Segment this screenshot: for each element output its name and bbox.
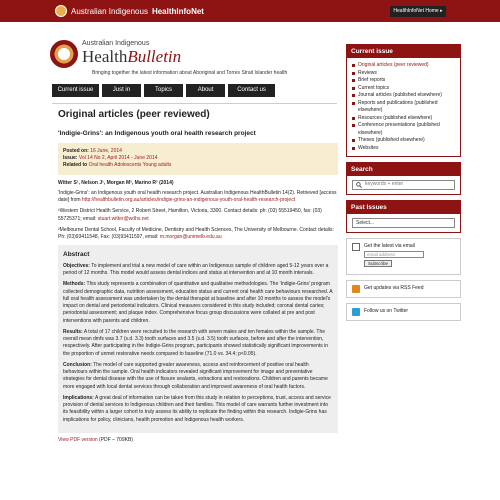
objectives-label: Objectives: xyxy=(63,262,90,269)
subscribe-text: Get the latest via email xyxy=(364,243,415,249)
current-issue-item[interactable]: Websites xyxy=(352,145,455,153)
twitter-text[interactable]: Follow us on Twitter xyxy=(364,308,409,314)
implications-text: A great deal of information can be taken from this study in relation to perceptions, trust, access and service provision of dental services to Indigenous children and their families. This model of care warrants further investment into its feasibility within a larger cohort to truly assess its ability to replicate the finding within this research. Indigie-Grins has implications for policy, clinicians, health promotion and Indigenous health workers. xyxy=(63,394,331,423)
current-issue-item[interactable]: Conference presentations (published elsewhere) xyxy=(352,122,455,137)
abstract-implications xyxy=(63,395,333,424)
article-title: 'Indigie-Grins': an Indigenous youth oral health research project xyxy=(58,129,256,137)
pdf-link[interactable]: View PDF version xyxy=(58,436,98,443)
nav-topics[interactable]: Topics xyxy=(144,84,183,97)
abstract-title: Abstract xyxy=(63,251,90,259)
current-issue-list xyxy=(352,62,455,152)
rss-box[interactable] xyxy=(346,280,461,298)
email-icon xyxy=(352,243,360,251)
related-links[interactable]: Oral health Adolescents Young adults xyxy=(88,162,172,169)
abstract-results xyxy=(63,329,333,358)
sidebar xyxy=(346,44,461,326)
affiliation-1 xyxy=(58,208,338,223)
bulletin-logo-icon[interactable] xyxy=(50,40,78,68)
current-issue-item[interactable]: Reviews xyxy=(352,70,455,78)
abstract-methods xyxy=(63,281,333,325)
current-issue-box xyxy=(346,44,461,157)
affiliation-2 xyxy=(58,227,338,242)
past-issues-box xyxy=(346,200,461,233)
abstract-conclusion xyxy=(63,362,333,391)
twitter-icon xyxy=(352,308,360,316)
twitter-box[interactable] xyxy=(346,303,461,321)
implications-label: Implications: xyxy=(63,394,94,401)
current-issue-title: Current issue xyxy=(347,45,460,58)
current-issue-item[interactable]: Reports and publications (published elsewhere) xyxy=(352,100,455,115)
top-bar xyxy=(0,0,500,22)
header-small-title: Australian Indigenous xyxy=(82,40,150,47)
search-icon xyxy=(356,182,362,188)
citation xyxy=(58,190,338,205)
abstract-objectives xyxy=(63,263,333,278)
affiliation-2-email[interactable]: m.morgan@unimelb.edu.au xyxy=(159,234,222,241)
citation-text: 'Indigie-Grins': an Indigenous youth oral health research project. Australian Indigenous HealthBulletin 14(2). Retrieved [access date] from xyxy=(58,189,337,204)
subscribe-row xyxy=(352,243,455,267)
citation-link[interactable]: http://healthbulletin.org.au/articles/indigie-grins-an-indigenous-youth-oral-health-research-project xyxy=(81,197,296,204)
search-title: Search xyxy=(347,163,460,176)
past-issues-title: Past Issues xyxy=(347,201,460,214)
main-content xyxy=(58,108,338,444)
header-big-title xyxy=(82,47,181,67)
related-label: Related to xyxy=(63,162,88,169)
nav-about[interactable]: About xyxy=(186,84,225,97)
conclusion-text: The model of care supported greater awareness, access and reinforcement of positive oral health behaviours within the sample. Oral health indicators revealed significant improvement for image and preventative strategies for dental disease with the use of fissure sealants, extractions and restorations. Children and parents became more engaged with local dental services through collaboration and improved awareness of oral health factors. xyxy=(63,361,328,390)
logo-icon xyxy=(55,5,67,17)
issue-label: Issue: xyxy=(63,155,78,162)
past-issues-select[interactable]: Select... xyxy=(352,218,455,228)
header-big-prefix: Health xyxy=(82,47,128,66)
pdf-size: (PDF – 709KB) xyxy=(99,436,133,443)
results-label: Results: xyxy=(63,328,83,335)
posted-label: Posted on: xyxy=(63,147,89,154)
site-brand[interactable] xyxy=(55,5,204,17)
abstract-box xyxy=(58,245,338,432)
nav-contact-us[interactable]: Contact us xyxy=(228,84,275,97)
current-issue-item[interactable]: Resources (published elsewhere) xyxy=(352,115,455,123)
search-input[interactable] xyxy=(352,180,455,190)
nav-just-in[interactable]: Just in xyxy=(102,84,141,97)
article-meta xyxy=(58,143,338,175)
email-field[interactable]: email address xyxy=(364,251,424,258)
results-text: A total of 17 children were recruited to the research with seven males and ten females within the sample. The overall mean dmfs was 3.7 (s.d. 3.3) tooth surfaces and 3.5 (s.d. 3.5) tooth surfaces, before and after the intervention, respectively. After participating in the Indigie-Grins program, participants showed statistically significant improvements in the proportion of unmet restorative needs compared to baseline (71.0 vs. 34.4; p<0.05). xyxy=(63,328,329,357)
current-issue-item[interactable]: Journal articles (published elsewhere) xyxy=(352,92,455,100)
current-issue-item[interactable]: Current topics xyxy=(352,85,455,93)
nav-divider xyxy=(52,103,337,104)
brand-name: HealthInfoNet xyxy=(151,6,204,16)
current-issue-item[interactable]: Brief reports xyxy=(352,77,455,85)
search-placeholder: keywords + enter xyxy=(365,181,404,188)
rss-text[interactable]: Get updates via RSS Feed xyxy=(364,285,424,291)
objectives-text: To implement and trial a new model of care within an Indigenous sample of children aged 5-12 years over a period of 12 months. This model would assess dental indices and status at intervention and at 10 month intervals. xyxy=(63,262,329,277)
methods-label: Methods: xyxy=(63,281,86,288)
affiliation-1-email[interactable]: stuart.witter@wdhs.net xyxy=(97,215,149,222)
page-title: Original articles (peer reviewed) xyxy=(58,109,210,120)
conclusion-label: Conclusion: xyxy=(63,361,92,368)
nav-current-issue[interactable]: Current issue xyxy=(52,84,99,97)
issue-link[interactable]: Vol 14 No 2, April 2014 - June 2014 xyxy=(78,155,158,162)
brand-prefix: Australian Indigenous xyxy=(71,6,148,16)
subscribe-box xyxy=(346,238,461,275)
authors: Witter S¹, Nelson J¹, Morgan M², Marino R² (2014) xyxy=(58,179,174,186)
posted-value: 16 June, 2014 xyxy=(90,147,122,154)
methods-text: This study represents a combination of quantitative and qualitative methodologies. The 'Indigie-Grins' program collected demographic data, nutrition assessment, education status and current oral health care behaviours researched. A full oral health assessment was undertaken by the dental therapist at baseline and after 10 months to assess the model's impact on dental and periodontal indicators. Clinical measures considered in this study included; coronal dental caries; periodontal assessment; and plaque index. Comprehensive focus group discussions were collated at pre and post interventions with parents and children. xyxy=(63,281,333,324)
affiliation-2-text: ²Melbourne Dental School, Faculty of Medicine, Dentistry and Health Sciences, The University of Melbourne. Contact details: Ph: (03)93411548, Fax: (03)93411597, email: xyxy=(58,226,334,241)
affiliation-1-text: ¹Western District Health Service, 2 Robert Street, Hamilton, Victoria, 3300. Contact details: ph: (03) 55519450, fax: (03) 55725371; email: xyxy=(58,208,322,222)
home-button[interactable]: HealthInfoNet Home ▸ xyxy=(390,6,446,17)
current-issue-item[interactable]: Theses (published elsewhere) xyxy=(352,137,455,145)
search-box xyxy=(346,162,461,195)
rss-icon xyxy=(352,285,360,293)
tagline: Bringing together the latest information about Aboriginal and Torres Strait Islander health xyxy=(92,70,288,76)
current-issue-item[interactable]: Original articles (peer reviewed) xyxy=(352,62,455,70)
header-big-suffix: Bulletin xyxy=(127,47,182,66)
pdf-row xyxy=(58,437,338,444)
main-nav xyxy=(52,84,275,97)
subscribe-button[interactable]: Subscribe xyxy=(364,260,392,267)
